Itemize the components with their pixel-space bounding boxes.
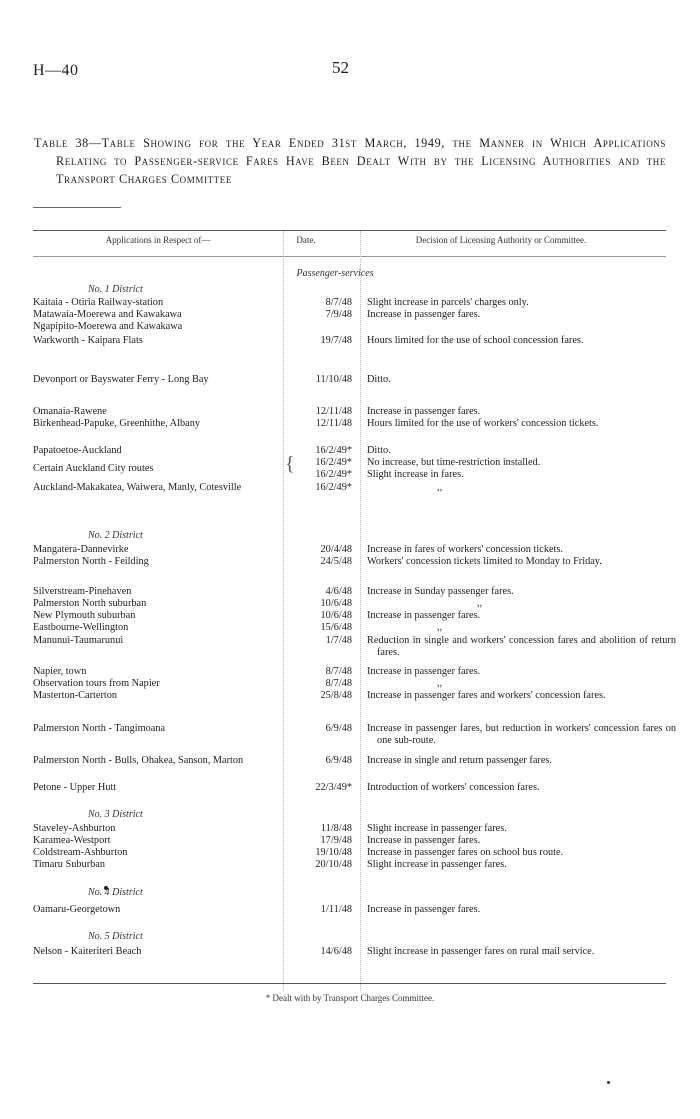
decision-cell: Slight increase in passenger fares. — [367, 859, 507, 870]
date-cell: 11/10/48 — [315, 374, 352, 385]
application-cell: Staveley-Ashburton — [33, 823, 116, 834]
date-cell: 19/7/48 — [320, 335, 352, 346]
date-cell: 6/9/48 — [325, 755, 352, 766]
header-decision: Decision of Licensing Authority or Committee. — [415, 235, 587, 245]
decision-cell: Hours limited for the use of school concession fares. — [367, 335, 584, 346]
header-date: Date. — [296, 235, 316, 245]
application-cell: Petone - Upper Hutt — [33, 782, 117, 793]
application-cell: Mangatera-Dannevirke — [33, 544, 129, 555]
date-cell: 16/2/49* — [315, 482, 352, 493]
date-cell: 7/9/48 — [325, 309, 352, 320]
date-cell: 8/7/48 — [325, 678, 352, 689]
date-cell: 10/6/48 — [320, 610, 352, 621]
date-cell: 20/4/48 — [320, 544, 352, 555]
date-cell: 12/11/48 — [315, 418, 352, 429]
application-cell: Observation tours from Napier — [33, 678, 160, 689]
date-cell: 19/10/48 — [315, 847, 352, 858]
table-title: Table 38—Table Showing for the Year Ended 31st March, 1949, the Manner in Which Applications Relating to Passenger-service Fares Have Been Dealt With by the Licensing Authorities and the Transport Charges Committee — [34, 136, 666, 186]
decision-cell: Slight increase in passenger fares on rural mail service. — [367, 946, 595, 957]
decision-cell: ,, — [437, 678, 443, 689]
decision-cell: Slight increase in passenger fares. — [367, 823, 507, 834]
decision-cell: Increase in passenger fares. — [367, 904, 481, 915]
decision-cell: Ditto. — [367, 445, 391, 456]
decision-cell: Increase in fares of workers' concession tickets. — [367, 544, 563, 555]
decision-cell: Increase in passenger fares. — [367, 835, 481, 846]
decision-cell: ,, — [437, 622, 443, 633]
decision-cell: ,, — [477, 598, 483, 609]
application-cell: Matawaia-Moerewa and Kawakawa — [33, 309, 182, 320]
brace-icon: { — [285, 453, 295, 475]
application-cell: Karamea-Westport — [33, 835, 111, 846]
application-cell: Masterton-Carterton — [33, 690, 118, 701]
date-cell: 20/10/48 — [315, 859, 352, 870]
district-heading: No. 1 District — [88, 284, 143, 295]
page-number: 52 — [332, 58, 349, 77]
header-applications: Applications in Respect of— — [105, 235, 211, 245]
date-cell: 17/9/48 — [320, 835, 352, 846]
decision-cell: No increase, but time-restriction installed. — [367, 457, 541, 468]
decision-cell: Increase in passenger fares and workers' concession fares. — [367, 690, 606, 701]
section-heading: Passenger-services — [296, 268, 374, 279]
district-heading: No. 4 District — [88, 887, 143, 898]
decision-cell: Increase in passenger fares. — [367, 610, 481, 621]
application-cell: Napier, town — [33, 666, 87, 677]
date-cell: 15/6/48 — [320, 622, 352, 633]
application-cell: Auckland-Makakatea, Waiwera, Manly, Cotesville — [33, 482, 242, 493]
date-cell: 14/6/48 — [320, 946, 352, 957]
page-code: H—40 — [33, 62, 79, 79]
application-cell: Nelson - Kaiteriteri Beach — [33, 946, 142, 957]
application-cell: Devonport or Bayswater Ferry - Long Bay — [33, 374, 209, 385]
decision-cell: Increase in passenger fares, but reduction in workers' concession fares on one sub-route. — [367, 723, 676, 746]
date-cell: 6/9/48 — [325, 723, 352, 734]
decision-cell: Increase in passenger fares. — [367, 309, 481, 320]
date-cell: 4/6/48 — [325, 586, 352, 597]
table-top-rule — [33, 230, 666, 231]
application-cell: Palmerston North - Bulls, Ohakea, Sanson, Marton — [33, 755, 244, 766]
decision-cell: Increase in passenger fares. — [367, 406, 481, 417]
ink-dot — [607, 1081, 610, 1084]
application-cell: Certain Auckland City routes — [33, 463, 154, 474]
footnote: * Dealt with by Transport Charges Committee. — [265, 993, 435, 1003]
application-cell: Birkenhead-Papuke, Greenhithe, Albany — [33, 418, 200, 429]
decision-cell: Increase in passenger fares on school bus route. — [367, 847, 564, 858]
decision-cell: Slight increase in parcels' charges only. — [367, 297, 529, 308]
date-cell: 1/11/48 — [320, 904, 352, 915]
decision-cell: Reduction in single and workers' concession fares and abolition of return fares. — [367, 635, 676, 658]
date-cell: 8/7/48 — [325, 666, 352, 677]
district-heading: No. 5 District — [88, 931, 143, 942]
decision-cell: Slight increase in fares. — [367, 469, 464, 480]
decision-cell: Ditto. — [367, 374, 391, 385]
date-cell: 16/2/49* — [315, 445, 352, 456]
decision-cell: Increase in passenger fares. — [367, 666, 481, 677]
header-bottom-rule — [33, 256, 666, 257]
application-cell: Timaru Suburban — [33, 859, 105, 870]
date-cell: 22/3/49* — [315, 782, 352, 793]
date-cell: 11/8/48 — [320, 823, 352, 834]
table-bottom-rule — [33, 983, 666, 984]
title-rule — [33, 207, 121, 208]
date-cell: 25/8/48 — [320, 690, 352, 701]
decision-cell: Workers' concession tickets limited to Monday to Friday. — [367, 556, 602, 567]
application-cell: Omanaia-Rawene — [33, 406, 107, 417]
application-cell: Manunui-Taumarunui — [33, 635, 124, 646]
date-cell: 10/6/48 — [320, 598, 352, 609]
decision-cell: Introduction of workers' concession fares. — [367, 782, 540, 793]
decision-cell: Hours limited for the use of workers' concession tickets. — [367, 418, 599, 429]
application-cell: Oamaru-Georgetown — [33, 904, 121, 915]
application-cell: Papatoetoe-Auckland — [33, 445, 122, 456]
district-heading: No. 2 District — [88, 530, 143, 541]
date-cell: 24/5/48 — [320, 556, 352, 567]
decision-cell: ,, — [437, 482, 443, 493]
decision-cell: Increase in single and return passenger fares. — [367, 755, 552, 766]
column-divider-decision — [360, 231, 361, 991]
application-cell: Palmerston North - Tangimoana — [33, 723, 166, 734]
date-cell: 12/11/48 — [315, 406, 352, 417]
application-cell: Palmerston North suburban — [33, 598, 147, 609]
application-cell: Silverstream-Pinehaven — [33, 586, 132, 597]
application-cell: Ngapipito-Moerewa and Kawakawa — [33, 321, 183, 332]
decision-cell: Increase in Sunday passenger fares. — [367, 586, 514, 597]
date-cell: 16/2/49* — [315, 457, 352, 468]
application-cell: New Plymouth suburban — [33, 610, 136, 621]
application-cell: Warkworth - Kaipara Flats — [33, 335, 143, 346]
date-cell: 16/2/49* — [315, 469, 352, 480]
application-cell: Palmerston North - Feilding — [33, 556, 149, 567]
date-cell: 8/7/48 — [325, 297, 352, 308]
application-cell: Coldstream-Ashburton — [33, 847, 128, 858]
district-heading: No. 3 District — [88, 809, 143, 820]
application-cell: Eastbourne-Wellington — [33, 622, 129, 633]
application-cell: Kaitaia - Otiria Railway-station — [33, 297, 164, 308]
date-cell: 1/7/48 — [325, 635, 352, 646]
